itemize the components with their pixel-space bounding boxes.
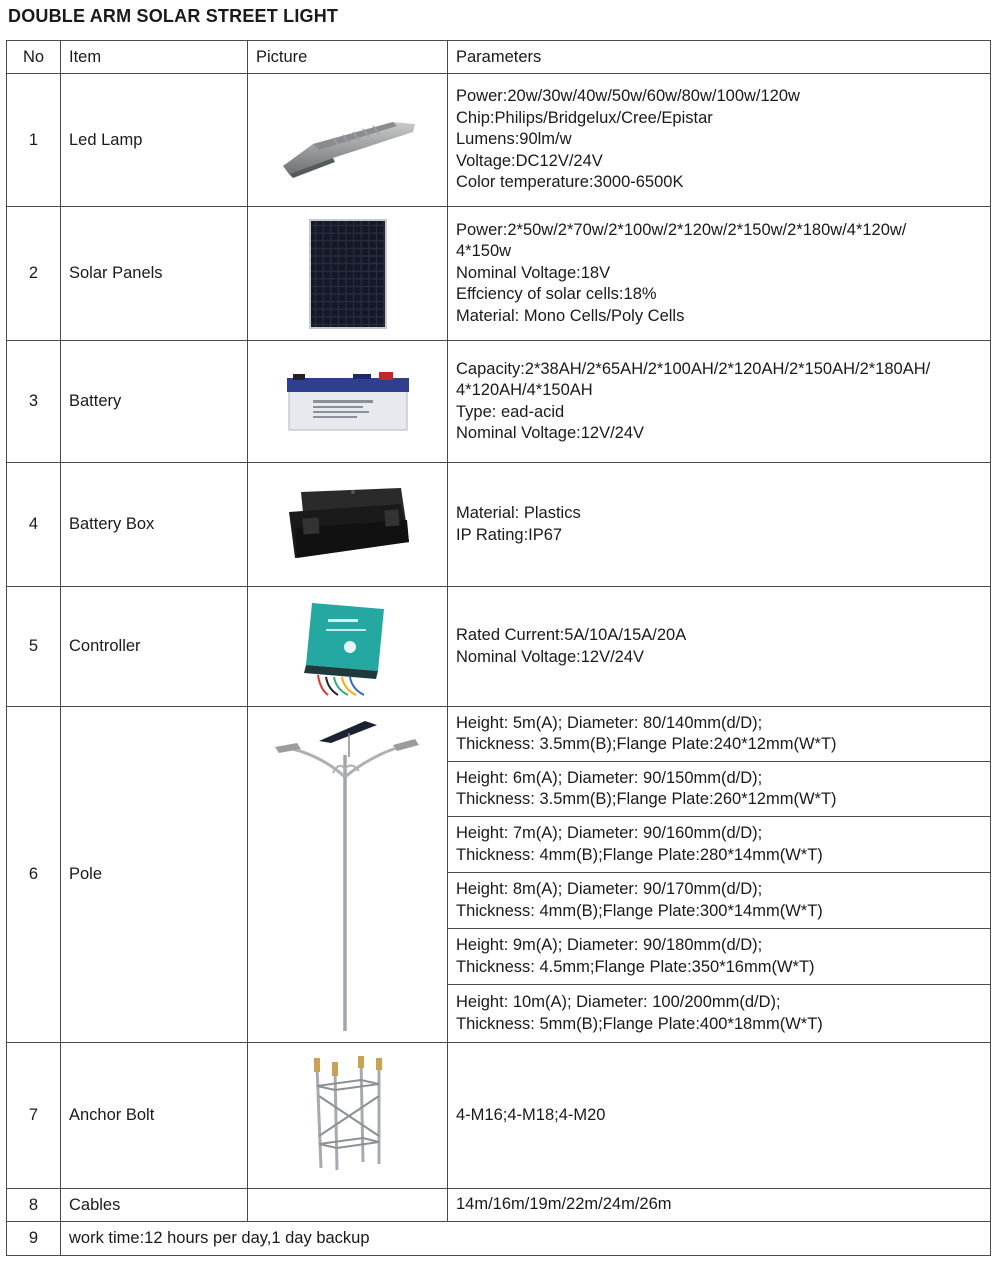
param-line: Material: Mono Cells/Poly Cells	[456, 306, 685, 325]
document-title: DOUBLE ARM SOLAR STREET LIGHT	[8, 6, 339, 26]
param-line: Thickness: 4.5mm;Flange Plate:350*16mm(W*T)	[456, 957, 815, 976]
header-picture: Picture	[248, 41, 448, 74]
table-row	[7, 341, 991, 463]
param-line: 4*120AH/4*150AH	[456, 381, 593, 399]
param-line: Height: 6m(A); Diameter: 90/150mm(d/D);	[456, 768, 763, 787]
row-no: 4	[7, 463, 61, 587]
row-no: 5	[7, 587, 61, 707]
row-no: 3	[7, 341, 61, 463]
pole-picture	[273, 717, 423, 1033]
solar-panel-picture	[308, 218, 388, 330]
param-line: Chip:Philips/Bridgelux/Cree/Epistar	[456, 108, 713, 127]
table-row	[7, 207, 991, 341]
battery-picture	[283, 370, 413, 434]
param-line: Power:20w/30w/40w/50w/60w/80w/100w/120w	[456, 87, 800, 106]
param-line: Effciency of solar cells:18%	[456, 285, 657, 304]
row-no: 6	[7, 707, 61, 1043]
row-parameters	[448, 463, 991, 587]
table-row	[7, 1189, 991, 1222]
row-picture	[248, 207, 448, 341]
table-row	[7, 707, 991, 762]
row-parameters	[448, 985, 991, 1043]
param-line: IP Rating:IP67	[456, 525, 563, 544]
row-no: 8	[7, 1189, 61, 1222]
row-parameters	[448, 817, 991, 873]
param-line: Nominal Voltage:12V/24V	[456, 424, 645, 442]
spec-table	[6, 40, 991, 1256]
table-row	[7, 1222, 991, 1256]
row-item: Battery	[61, 341, 248, 463]
table-row	[7, 463, 991, 587]
param-line: Lumens:90lm/w	[456, 130, 572, 149]
row-item: Pole	[61, 707, 248, 1043]
row-parameters	[448, 1189, 991, 1222]
param-line: 14m/16m/19m/22m/24m/26m	[456, 1195, 672, 1214]
param-line: Color temperature:3000-6500K	[456, 173, 684, 192]
anchor-bolt-picture	[303, 1056, 393, 1176]
header-parameters: Parameters	[448, 41, 991, 74]
row-no: 7	[7, 1043, 61, 1189]
row-no: 1	[7, 74, 61, 207]
table-row	[7, 74, 991, 207]
param-line: 4*150w	[456, 242, 512, 261]
param-line: Height: 9m(A); Diameter: 90/180mm(d/D);	[456, 936, 763, 954]
row-picture	[248, 463, 448, 587]
row-parameters	[448, 707, 991, 762]
row-item: Cables	[61, 1189, 248, 1222]
param-line: Height: 8m(A); Diameter: 90/170mm(d/D);	[456, 880, 763, 898]
controller-picture	[298, 595, 398, 699]
row-no: 2	[7, 207, 61, 341]
row-parameters	[448, 1043, 991, 1189]
header-row	[7, 41, 991, 74]
row-parameters	[448, 74, 991, 207]
row-parameters	[448, 587, 991, 707]
param-line: Material: Plastics	[456, 504, 581, 522]
param-line: Thickness: 4mm(B);Flange Plate:280*14mm(W*T)	[456, 845, 823, 864]
param-line: Height: 5m(A); Diameter: 80/140mm(d/D);	[456, 713, 763, 732]
param-line: Power:2*50w/2*70w/2*100w/2*120w/2*150w/2*180w/4*120w/	[456, 220, 907, 239]
row-item: Anchor Bolt	[61, 1043, 248, 1189]
row-picture	[248, 587, 448, 707]
row-parameters	[448, 762, 991, 817]
header-item: Item	[61, 41, 248, 74]
header-no: No	[7, 41, 61, 74]
param-line: Nominal Voltage:12V/24V	[456, 647, 645, 666]
row-picture	[248, 1189, 448, 1222]
footer-note: work time:12 hours per day,1 day backup	[61, 1222, 991, 1256]
param-line: Type: ead-acid	[456, 402, 565, 421]
row-no: 9	[7, 1222, 61, 1256]
param-line: Thickness: 4mm(B);Flange Plate:300*14mm(W*T)	[456, 901, 823, 920]
row-item: Controller	[61, 587, 248, 707]
led-lamp-picture	[273, 100, 423, 180]
row-parameters	[448, 873, 991, 929]
table-row	[7, 1043, 991, 1189]
row-item: Solar Panels	[61, 207, 248, 341]
param-line: Capacity:2*38AH/2*65AH/2*100AH/2*120AH/2*150AH/2*180AH/	[456, 359, 931, 378]
param-line: Rated Current:5A/10A/15A/20A	[456, 626, 687, 644]
row-picture	[248, 341, 448, 463]
battery-box-picture	[283, 482, 413, 568]
row-picture	[248, 74, 448, 207]
param-line: Thickness: 5mm(B);Flange Plate:400*18mm(W*T)	[456, 1014, 823, 1033]
param-line: Height: 7m(A); Diameter: 90/160mm(d/D);	[456, 824, 763, 842]
row-picture	[248, 707, 448, 1043]
param-line: 4-M16;4-M18;4-M20	[456, 1105, 606, 1124]
param-line: Thickness: 3.5mm(B);Flange Plate:260*12mm(W*T)	[456, 790, 837, 808]
table-row	[7, 587, 991, 707]
row-parameters	[448, 341, 991, 463]
param-line: Nominal Voltage:18V	[456, 263, 611, 282]
row-picture	[248, 1043, 448, 1189]
param-line: Thickness: 3.5mm(B);Flange Plate:240*12mm(W*T)	[456, 735, 837, 753]
row-parameters	[448, 929, 991, 985]
row-item: Battery Box	[61, 463, 248, 587]
param-line: Voltage:DC12V/24V	[456, 151, 603, 170]
param-line: Height: 10m(A); Diameter: 100/200mm(d/D);	[456, 993, 781, 1011]
row-item: Led Lamp	[61, 74, 248, 207]
row-parameters	[448, 207, 991, 341]
